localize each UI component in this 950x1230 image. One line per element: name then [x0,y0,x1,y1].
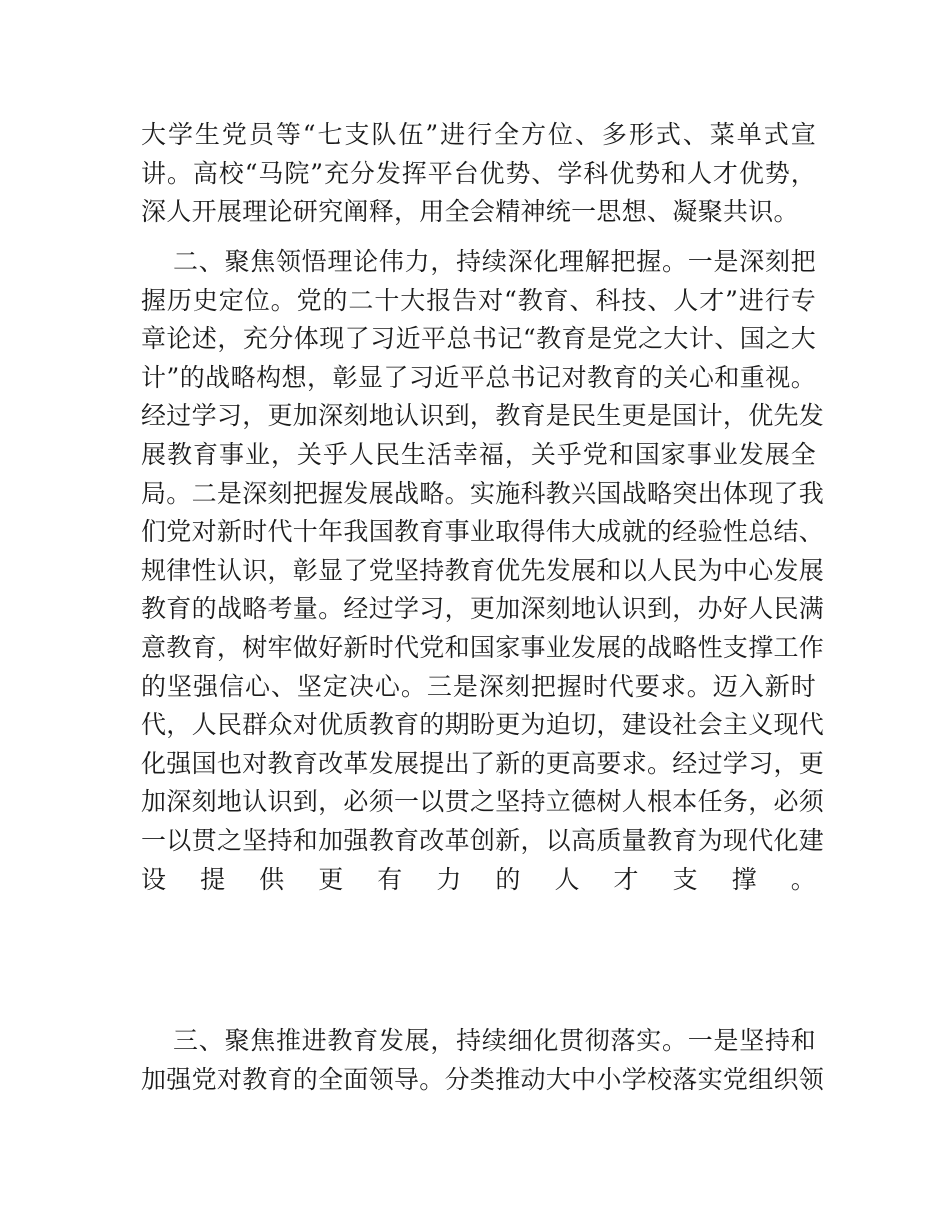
paragraph-2 [141,243,825,938]
text-line: 加深刻地认识到，必须一以贯之坚持立德树人根本任务，必须 [141,787,825,817]
text-line: 们党对新时代十年我国教育事业取得伟大成就的经验性总结、 [141,517,825,547]
text-line: 意教育，树牢做好新时代党和国家事业发展的战略性支撑工作 [141,632,825,662]
text-line: 计”的战略构想，彰显了习近平总书记对教育的关心和重视。 [141,362,816,392]
text-line: 设提供更有力的人才支撑。 [141,864,816,894]
text-line: 经过学习，更加深刻地认识到，教育是民生更是国计，优先发 [141,401,825,431]
text-line: 章论述，充分体现了习近平总书记“教育是党之大计、国之大 [141,324,816,354]
text-line: 二、聚焦领悟理论伟力，持续深化理解把握。一是深刻把 [173,247,816,276]
paragraph-1 [141,116,816,232]
text-line: 代，人民群众对优质教育的期盼更为迫切，建设社会主义现代 [141,710,825,740]
text-line: 局。二是深刻把握发展战略。实施科教兴国战略突出体现了我 [141,478,825,508]
text-line: 三、聚焦推进教育发展，持续细化贯彻落实。一是坚持和 [173,1026,816,1055]
text-line: 大学生党员等“七支队伍”进行全方位、多形式、菜单式宣 [141,120,816,149]
text-line: 规律性认识，彰显了党坚持教育优先发展和以人民为中心发展 [141,555,825,585]
text-line: 一以贯之坚持和加强教育改革创新，以高质量教育为现代化建 [141,825,825,855]
text-line: 深人开展理论研究阐释，用全会精神统一思想、凝聚共识。 [141,197,799,227]
text-line [141,899,816,938]
text-line: 加强党对教育的全面领导。分类推动大中小学校落实党组织领 [141,1064,825,1094]
text-line: 教育的战略考量。经过学习，更加深刻地认识到，办好人民满 [141,594,825,624]
text-line: 化强国也对教育改革发展提出了新的更高要求。经过学习，更 [141,748,825,778]
text-line: 握历史定位。党的二十大报告对“教育、科技、人才”进行专 [141,285,816,315]
text-line: 讲。高校“马院”充分发挥平台优势、学科优势和人才优势， [141,158,816,188]
text-line: 展教育事业，关乎人民生活幸福，关乎党和国家事业发展全 [141,439,816,469]
text-line: 的坚强信心、坚定决心。三是深刻把握时代要求。迈入新时 [141,671,816,701]
paragraph-3 [141,1022,825,1099]
